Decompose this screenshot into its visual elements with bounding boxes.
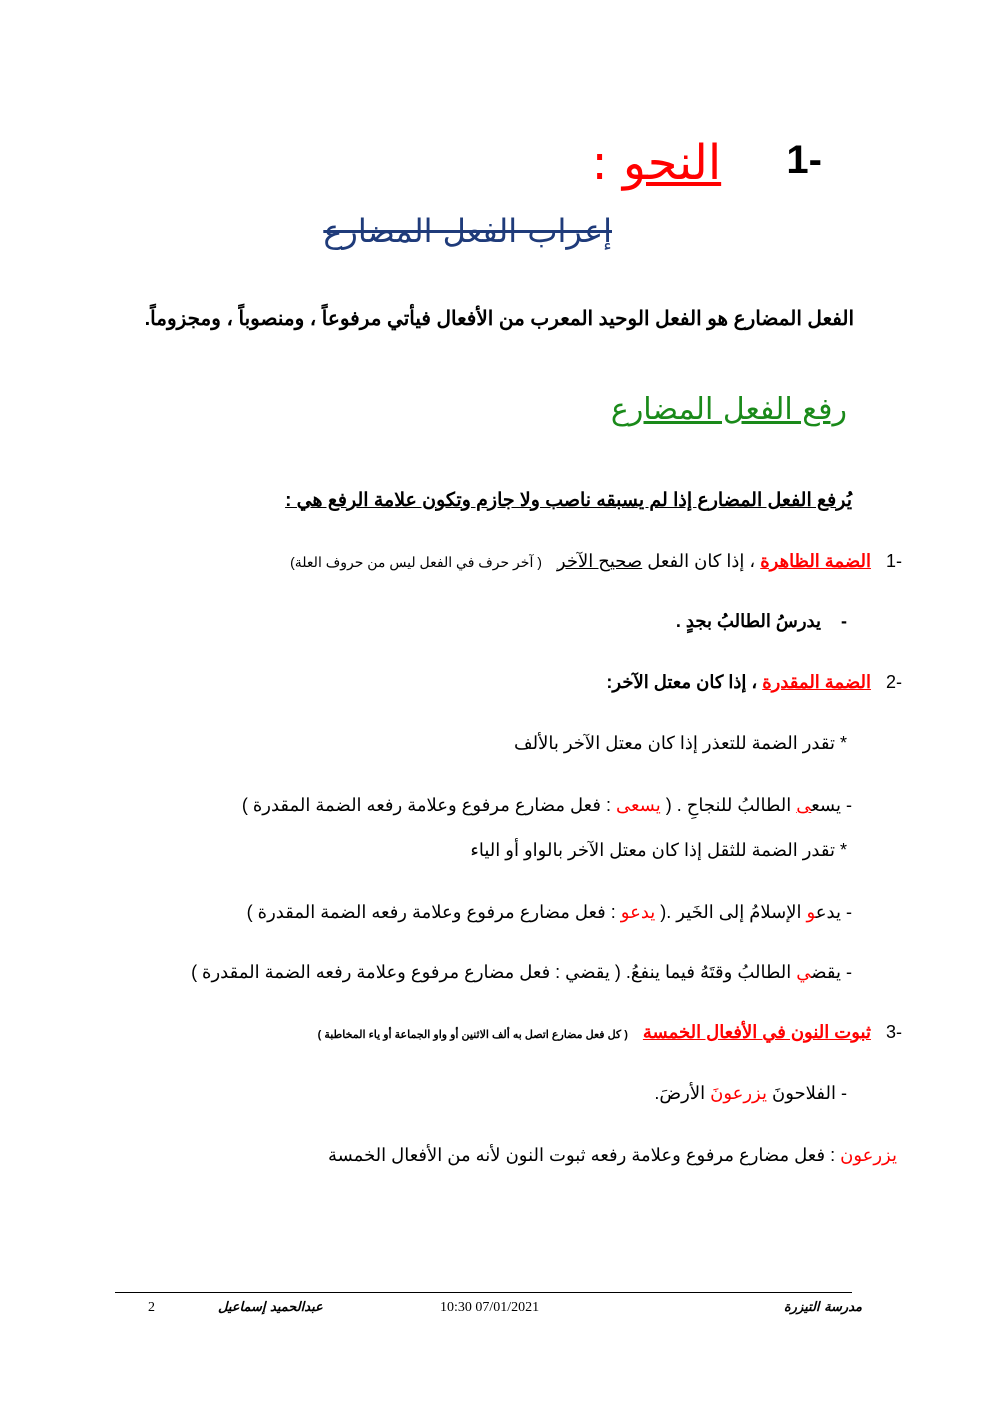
- footer-school: مدرسة التيزرة: [783, 1300, 862, 1315]
- item-3-number: -3: [885, 1022, 902, 1042]
- example-yadu-mid: و: [806, 902, 816, 922]
- example-yadu-tail: : فعل مضارع مرفوع وعلامة رفعه الضمة المقدرة ): [246, 902, 621, 922]
- example-yasaa-post: الطالبُ للنجاحِ . (: [660, 795, 797, 815]
- example-1: [676, 611, 847, 632]
- final-word: يزرعون: [840, 1145, 897, 1165]
- example-yasaa-mid: ى: [796, 795, 812, 815]
- example-yazraun-post: الأرضَ.: [654, 1083, 711, 1103]
- item-1-text-2: صحيح الآخر: [556, 551, 643, 571]
- example-yadu-pre: - يدع: [815, 902, 852, 922]
- example-yasaa-pre: - يسع: [811, 795, 852, 815]
- example-yaqdi-post: الطالبُ وقتَهُ فيما ينفعُ. ( يقضي : فعل مضارع مرفوع وعلامة رفعه الضمة المقدرة ): [191, 962, 797, 982]
- item-1-term: الضمة الظاهرة: [760, 551, 871, 571]
- title-text: النحو: [622, 135, 722, 191]
- example-1-dash: -: [841, 611, 847, 631]
- final-statement: [328, 1145, 897, 1166]
- item-1-note: ( آخر حرف في الفعل ليس من حروف العلة): [290, 554, 542, 570]
- example-yazraun-word: يزرعونَ: [710, 1083, 768, 1103]
- item-1-number: -1: [885, 551, 902, 571]
- example-yasaa-tail: : فعل مضارع مرفوع وعلامة رفعه الضمة المقدرة ): [241, 795, 616, 815]
- example-yadu-word: يدعو: [620, 902, 656, 922]
- note-waw: * تقدر الضمة للثقل إذا كان معتل الآخر بالواو أو الياء: [470, 840, 847, 860]
- example-yaqdi-pre: - يقض: [811, 962, 852, 982]
- title-colon: :: [591, 135, 608, 191]
- item-1-text: ، إذا كان الفعل: [642, 551, 756, 571]
- item-3: [318, 1022, 902, 1043]
- example-yazraun: [654, 1083, 847, 1104]
- example-yaqdi: [191, 962, 852, 983]
- example-yaqdi-mid: ي: [796, 962, 812, 982]
- example-yazraun-pre: - الفلاحونَ: [767, 1083, 847, 1103]
- footer-date: 10:30 07/01/2021: [440, 1300, 540, 1315]
- item-2-number: -2: [885, 672, 902, 692]
- example-yadu-post: الإسلامُ إلى الخَير .(: [655, 902, 807, 922]
- example-yasaa: [242, 795, 852, 816]
- rule-statement: يُرفع الفعل المضارع إذا لم يسبقه ناصب ولا جازم وتكون علامة الرفع هي :: [285, 490, 852, 511]
- item-2: [606, 672, 902, 693]
- item-2-text: ، إذا كان معتل الآخر:: [606, 672, 758, 692]
- subheading: رفع الفعل المضارع: [610, 392, 847, 427]
- example-1-text: يدرسُ الطالبُ بجدٍ .: [675, 611, 821, 631]
- page-title: [591, 135, 822, 191]
- footer-page-number: 2: [148, 1300, 155, 1315]
- footer-author: عبدالحميد إسماعيل: [218, 1300, 323, 1315]
- footer-divider: [115, 1292, 852, 1293]
- item-2-term: الضمة المقدرة: [762, 672, 871, 692]
- intro-paragraph: الفعل المضارع هو الفعل الوحيد المعرب من الأفعال فيأتي مرفوعاً ، ومنصوباً ، ومجزوماً.: [144, 308, 854, 330]
- item-3-note: ( كل فعل مضارع اتصل به ألف الاثنين أو واو الجماعة أو ياء المخاطبة ): [317, 1029, 628, 1041]
- example-yadu: [247, 902, 852, 923]
- item-1: [290, 551, 902, 572]
- example-yasaa-word: يسعى: [615, 795, 661, 815]
- final-text: : فعل مضارع مرفوع وعلامة رفعه ثبوت النون لأنه من الأفعال الخمسة: [327, 1145, 841, 1165]
- subtitle: إعراب الفعل المضارع: [323, 212, 612, 250]
- item-3-term: ثبوت النون في الأفعال الخمسة: [642, 1022, 871, 1042]
- note-alef: * تقدر الضمة للتعذر إذا كان معتل الآخر بالألف: [514, 733, 847, 753]
- section-number: -1: [786, 138, 822, 182]
